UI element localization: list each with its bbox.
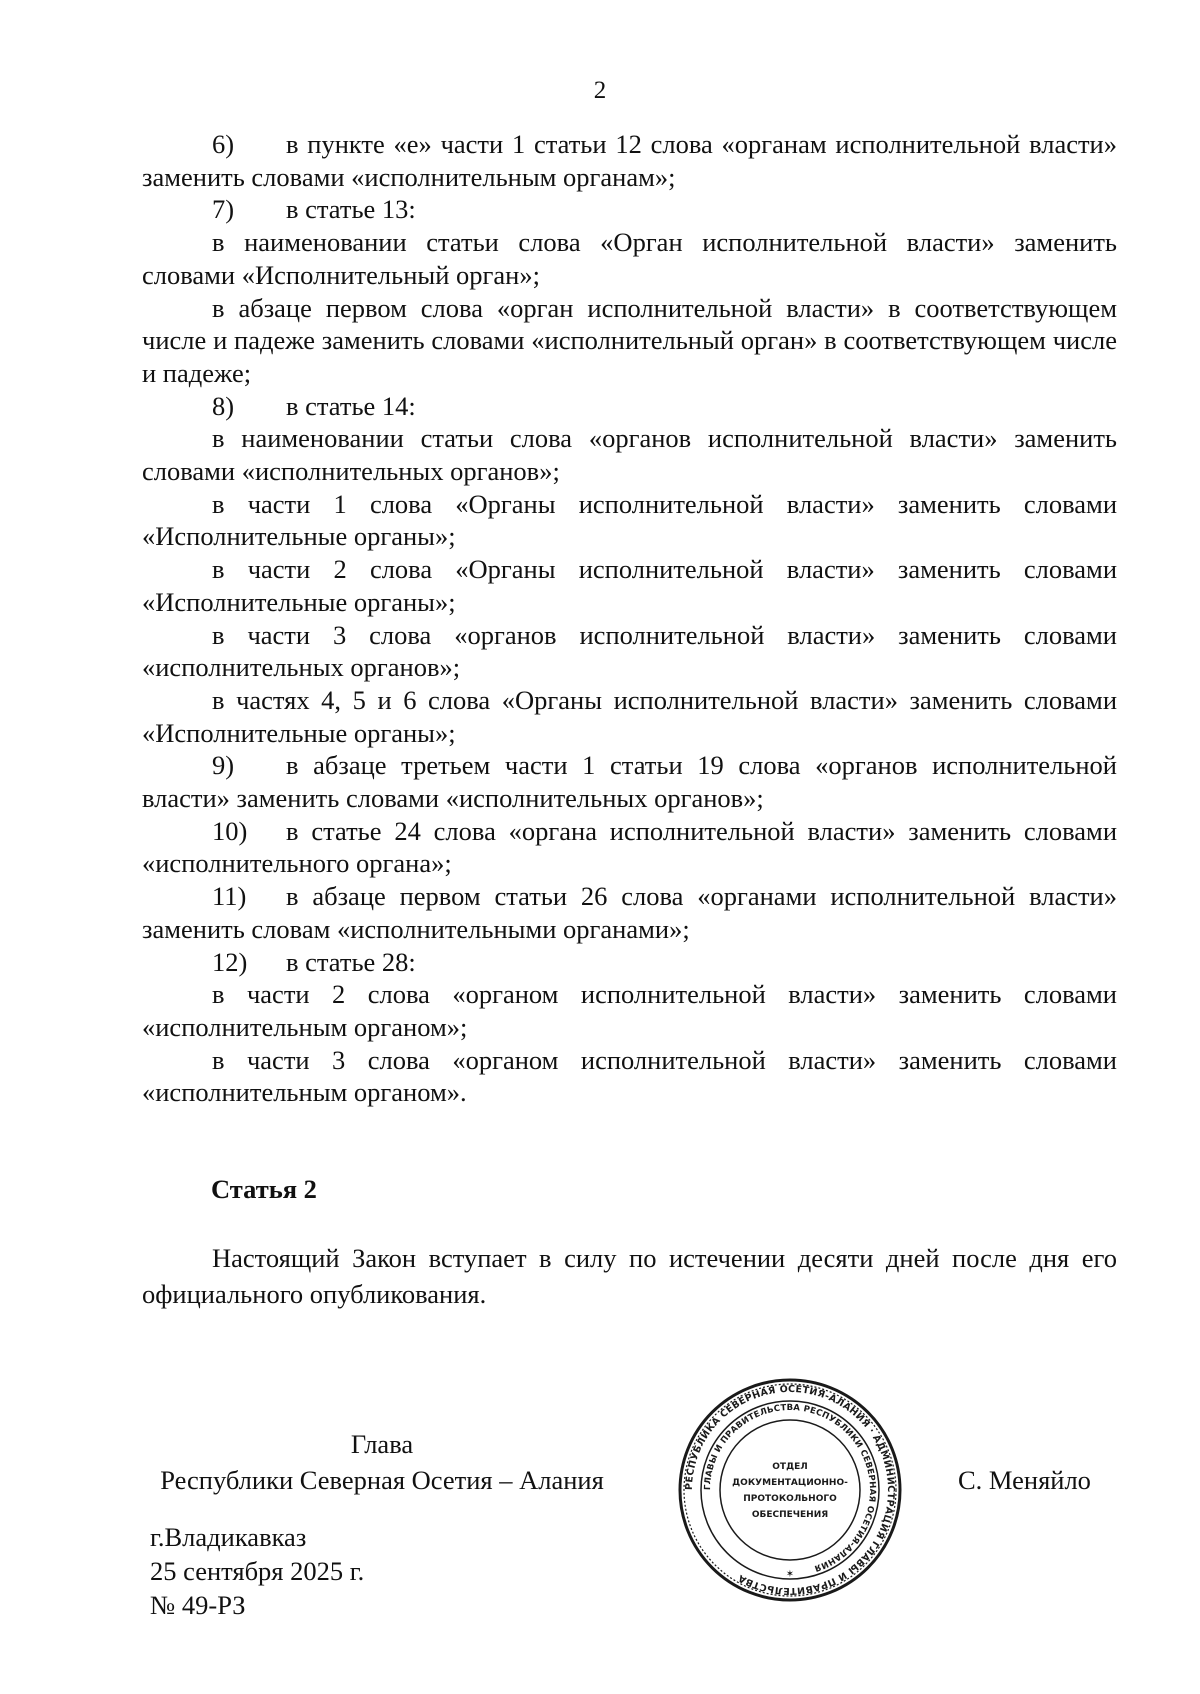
signatory-title-line1: Глава [350,1429,414,1459]
signatory-name: С. Меняйло [958,1465,1091,1495]
paragraph-number: 8) [212,390,235,421]
paragraph-text: в статье 28: [286,946,416,977]
paragraph-number: 10) [212,815,248,846]
seal-center-line3: ПРОТОКОЛЬНОГО [743,1494,837,1504]
paragraph-text: в части 1 слова «Органы исполнительной власти» заменить словами «Исполнительные органы»; [142,488,1117,552]
amendment-paragraph [142,553,1117,618]
signatory-title-line2: Республики Северная Осетия – Алания [160,1465,604,1495]
paragraph-number: 7) [212,194,235,225]
page-number: 2 [593,77,607,104]
amendment-paragraph [142,193,1117,226]
footer-city: г.Владикавказ [150,1522,307,1552]
amendment-paragraph [142,292,1117,390]
paragraph-text: в пункте «е» части 1 статьи 12 слова «органам исполнительной власти» заменить словами «исполнительным органам»; [142,129,1117,192]
paragraph-text: в наименовании статьи слова «органов исполнительной власти» заменить словами «исполнительных органов»; [142,423,1117,487]
paragraph-text: в абзаце третьем части 1 статьи 19 слова «органов исполнительной власти» заменить словами «исполнительных органов»; [142,750,1117,814]
amendment-paragraph [142,488,1117,553]
seal-inner-text: ГЛАВЫ И ПРАВИТЕЛЬСТВА РЕСПУБЛИКИ СЕВЕРНАЯ ОСЕТИЯ-АЛАНИЯ [702,1402,878,1574]
paragraph-number: 9) [212,750,235,781]
amendment-paragraph [142,422,1117,487]
paragraph-text: в части 3 слова «органом исполнительной власти» заменить словами «исполнительным органом». [142,1044,1117,1108]
svg-text:✶: ✶ [785,1569,795,1580]
paragraph-text: в части 3 слова «органов исполнительной власти» заменить словами «исполнительных органов»; [142,619,1117,683]
amendment-paragraph [142,946,1117,979]
amendment-paragraph [142,226,1117,291]
svg-text:ГЛАВЫ И ПРАВИТЕЛЬСТВА РЕСПУБЛИ [703,1403,877,1573]
signatory-title [142,1426,622,1498]
article-heading: Статья 2 [211,1174,317,1204]
amendment-paragraph [142,128,1117,193]
paragraph-text: в наименовании статьи слова «Орган исполнительной власти» заменить словами «Исполнительный орган»; [142,227,1117,290]
amendment-paragraph [142,1044,1117,1109]
paragraph-text: в части 2 слова «органом исполнительной власти» заменить словами «исполнительным органом»; [142,979,1117,1042]
document-footer [150,1520,364,1622]
paragraph-number: 11) [212,881,247,912]
paragraph-number: 12) [212,946,248,977]
footer-date: 25 сентября 2025 г. [150,1556,365,1586]
svg-text:РЕСПУБЛИКА СЕВЕРНАЯ ОСЕТИЯ-АЛА [684,1384,896,1596]
footer-number: № 49-РЗ [150,1590,246,1620]
paragraph-text: в абзаце первом слова «орган исполнительной власти» в соответствующем числе и падеже заменить словами «исполнительный орган» в соответствующем числе и падеже; [142,292,1117,388]
paragraph-text: в статье 14: [286,390,416,421]
paragraph-text: в частях 4, 5 и 6 слова «Органы исполнительной власти» заменить словами «Исполнительные органы»; [142,684,1117,748]
paragraph-text: в абзаце первом статьи 26 слова «органами исполнительной власти» заменить словам «исполнительными органами»; [142,881,1117,944]
seal-center-line4: ОБЕСПЕЧЕНИЯ [751,1510,829,1520]
seal-outer-text: РЕСПУБЛИКА СЕВЕРНАЯ ОСЕТИЯ-АЛАНИЯ · АДМИНИСТРАЦИЯ ГЛАВЫ И ПРАВИТЕЛЬСТВА [683,1383,897,1597]
amendment-paragraph [142,880,1117,945]
paragraph-number: 6) [212,129,235,159]
amendment-list [142,128,1117,1109]
amendment-paragraph [142,684,1117,749]
paragraph-text: в части 2 слова «Органы исполнительной власти» заменить словами «Исполнительные органы»; [142,554,1117,617]
amendment-paragraph [142,749,1117,814]
amendment-paragraph [142,390,1117,423]
amendment-paragraph [142,978,1117,1043]
amendment-paragraph [142,815,1117,880]
article-text: Настоящий Закон вступает в силу по истечении десяти дней после дня его официального опубликования. [142,1243,1117,1309]
seal-center-line2: ДОКУМЕНТАЦИОННО- [732,1478,848,1488]
paragraph-text: в статье 13: [286,194,416,225]
official-seal [677,1377,903,1603]
seal-center-line1: ОТДЕЛ [772,1462,808,1472]
amendment-paragraph [142,619,1117,684]
paragraph-text: в статье 24 слова «органа исполнительной власти» заменить словами «исполнительного органа»; [142,815,1117,879]
